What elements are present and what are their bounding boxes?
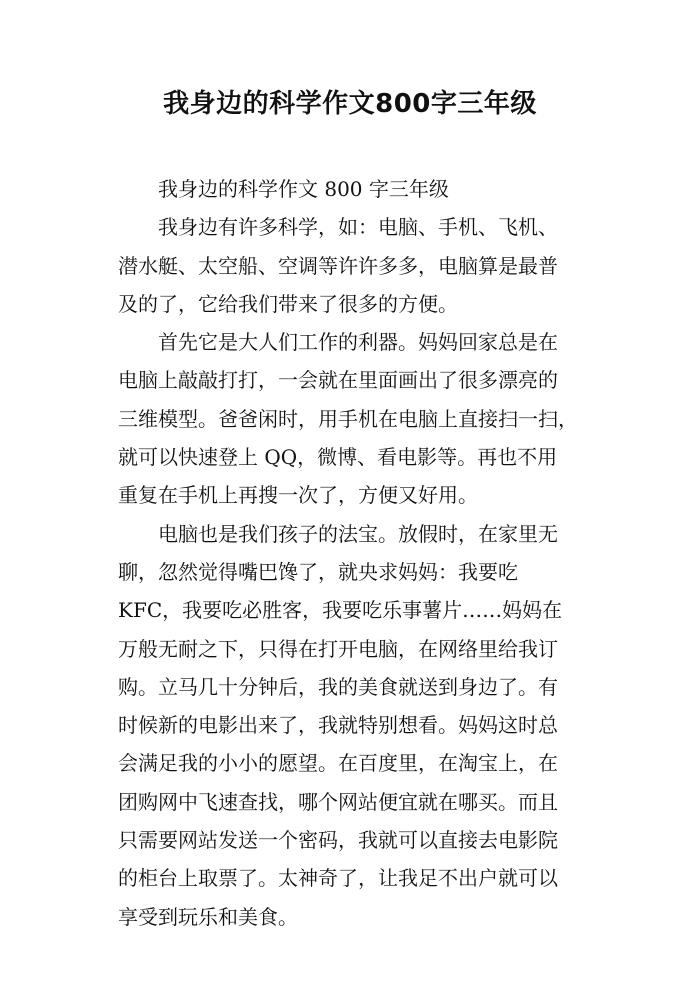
document-body bbox=[118, 170, 588, 936]
text-line: 只需要网站发送一个密码，我就可以直接去电影院 bbox=[118, 828, 558, 853]
text-line: 重复在手机上再搜一次了，方便又好用。 bbox=[118, 483, 478, 508]
text-line: 享受到玩乐和美食。 bbox=[118, 904, 298, 929]
text-line: 会满足我的小小的愿望。在百度里，在淘宝上，在 bbox=[118, 751, 558, 776]
text-line: 购。立马几十分钟后，我的美食就送到身边了。有 bbox=[118, 674, 558, 699]
text-line: 电脑上敲敲打打，一会就在里面画出了很多漂亮的 bbox=[118, 368, 558, 393]
text-line: 万般无耐之下，只得在打开电脑，在网络里给我订 bbox=[118, 636, 558, 661]
text-line: 时候新的电影出来了，我就特别想看。妈妈这时总 bbox=[118, 713, 558, 738]
text-line: 潜水艇、太空船、空调等许许多多，电脑算是最普 bbox=[118, 253, 558, 278]
text-line: 三维模型。爸爸闲时，用手机在电脑上直接扫一扫， bbox=[118, 406, 578, 431]
text-line: 团购网中飞速查找，哪个网站便宜就在哪买。而且 bbox=[118, 789, 558, 814]
document-title: 我身边的科学作文800字三年级 bbox=[163, 89, 537, 119]
text-line: 及的了，它给我们带来了很多的方便。 bbox=[118, 291, 458, 316]
text-line: 首先它是大人们工作的利器。妈妈回家总是在 bbox=[158, 330, 558, 355]
text-line: 电脑也是我们孩子的法宝。放假时，在家里无 bbox=[158, 521, 558, 546]
text-line: 就可以快速登上 QQ，微博、看电影等。再也不用 bbox=[118, 445, 558, 470]
text-line: 的柜台上取票了。太神奇了，让我足不出户就可以 bbox=[118, 866, 558, 891]
text-line: KFC，我要吃必胜客，我要吃乐事薯片……妈妈在 bbox=[118, 598, 563, 623]
text-line: 我身边有许多科学，如：电脑、手机、飞机、 bbox=[158, 215, 558, 240]
text-line: 我身边的科学作文 800 字三年级 bbox=[158, 177, 449, 201]
text-line: 聊，忽然觉得嘴巴馋了，就央求妈妈：我要吃 bbox=[118, 559, 518, 584]
